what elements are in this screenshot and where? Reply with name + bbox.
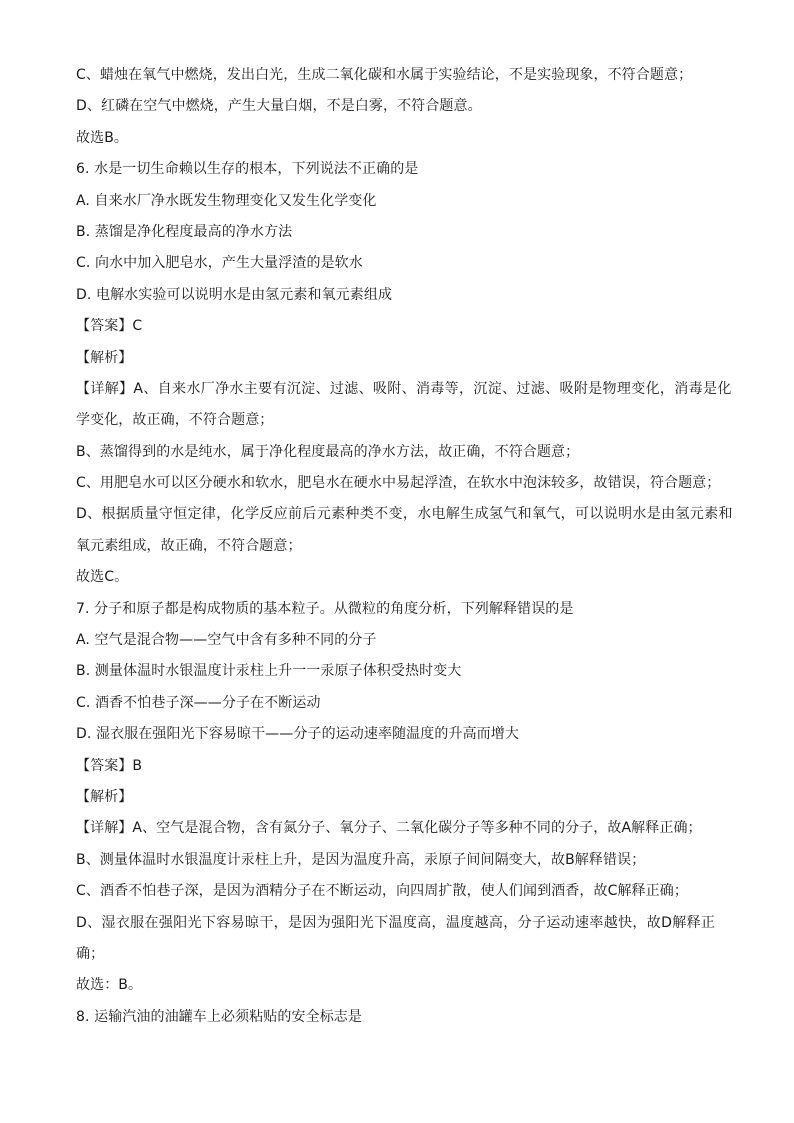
q6-option-a: A. 自来水厂净水既发生物理变化又发生化学变化 [76,192,377,209]
q7-detail-a: 【详解】A、空气是混合物，含有氮分子、氧分子、二氧化碳分子等多种不同的分子，故A解释正确； [76,820,702,837]
q6-option-d: D. 电解水实验可以说明水是由氢元素和氧元素组成 [76,286,393,303]
text-line-choice-b: 故选B。 [76,129,129,146]
q6-detail-d-line2: 氧元素组成，故正确，不符合题意； [76,537,302,554]
q7-answer: 【答案】B [76,757,143,774]
q6-detail-a-line1: 【详解】A、自来水厂净水主要有沉淀、过滤、吸附、消毒等，沉淀、过滤、吸附是物理变化，消毒是化 [76,380,732,397]
q7-detail-d-line2: 确； [76,945,105,962]
q6-choice: 故选C。 [76,569,129,586]
text-line-option-c-explanation: C、蜡烛在氧气中燃烧，发出白光，生成二氧化碳和水属于实验结论，不是实验现象，不符合题意； [76,67,693,83]
q7-option-a: A. 空气是混合物——空气中含有多种不同的分子 [76,632,377,649]
q6-detail-a-line2: 学变化，故正确，不符合题意； [76,412,274,429]
q7-option-d: D. 湿衣服在强阳光下容易晾干——分子的运动速率随温度的升高而增大 [76,726,519,743]
q6-answer: 【答案】C [76,318,143,335]
text-line-option-d-explanation: D、红磷在空气中燃烧，产生大量白烟，不是白雾，不符合题意。 [76,98,482,115]
document-page [76,60,733,1033]
q7-choice: 故选：B。 [76,977,143,994]
q6-detail-c: C、用肥皂水可以区分硬水和软水，肥皂水在硬水中易起浮渣，在软水中泡沫较多，故错误，符合题意； [76,475,721,492]
q7-detail-d-line1: D、湿衣服在强阳光下容易晾干，是因为强阳光下温度高，温度越高，分子运动速率越快，故D解释正 [76,914,716,931]
q6-detail-d-line1: D、根据质量守恒定律，化学反应前后元素种类不变，水电解生成氢气和氧气，可以说明水是由氢元素和 [76,506,733,523]
q7-option-b: B. 测量体温时水银温度计汞柱上升一一汞原子体积受热时变大 [76,663,462,680]
question-6: 6. 水是一切生命赖以生存的根本，下列说法不正确的是 [76,161,419,178]
q6-option-b: B. 蒸馏是净化程度最高的净水方法 [76,223,293,240]
question-7: 7. 分子和原子都是构成物质的基本粒子。从微粒的角度分析，下列解释错误的是 [76,600,574,617]
q7-option-c: C. 酒香不怕巷子深——分子在不断运动 [76,694,321,711]
q6-option-c: C. 向水中加入肥皂水，产生大量浮渣的是软水 [76,255,363,272]
q7-detail-b: B、测量体温时水银温度计汞柱上升，是因为温度升高，汞原子间间隔变大，故B解释错误； [76,851,646,868]
q6-detail-b: B、蒸馏得到的水是纯水，属于净化程度最高的净水方法，故正确，不符合题意； [76,443,580,460]
q6-analysis-heading: 【解析】 [76,349,133,366]
q7-detail-c: C、酒香不怕巷子深，是因为酒精分子在不断运动，向四周扩散，使人们闻到酒香，故C解释正确； [76,883,688,900]
q7-analysis-heading: 【解析】 [76,788,133,805]
question-8: 8. 运输汽油的油罐车上必须粘贴的安全标志是 [76,1008,363,1025]
